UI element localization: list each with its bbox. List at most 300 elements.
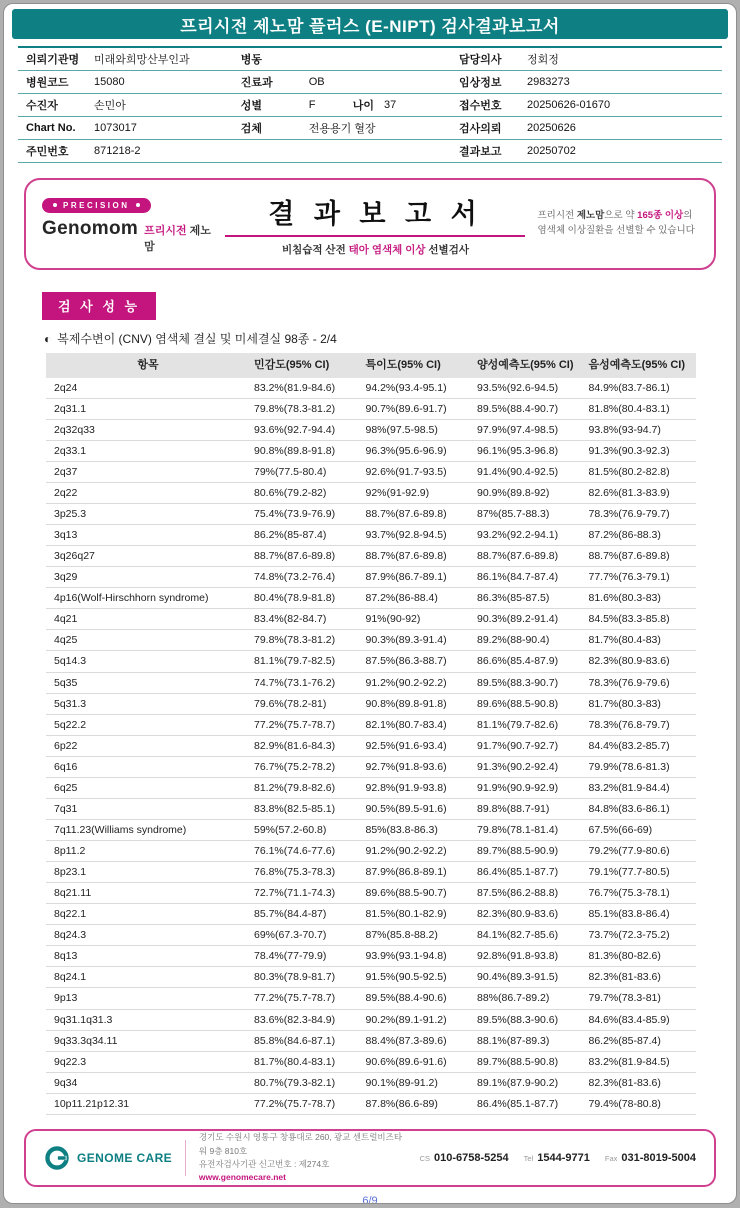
- table-row: [46, 525, 696, 546]
- field-value: 20250626-01670: [526, 99, 611, 111]
- table-row: [46, 925, 696, 946]
- value-cell: 86.1%(84.7-87.4): [473, 567, 585, 588]
- value-cell: 80.6%(79.2-82): [250, 482, 362, 503]
- value-cell: 85.8%(84.6-87.1): [250, 1030, 362, 1051]
- field-label: 접수번호: [458, 100, 502, 112]
- value-cell: 91.5%(90.5-92.5): [362, 967, 474, 988]
- value-cell: 87.5%(86.2-88.8): [473, 883, 585, 904]
- table-row: [46, 546, 696, 567]
- value-cell: 89.5%(88.4-90.6): [362, 988, 474, 1009]
- value-cell: 78.4%(77-79.9): [250, 946, 362, 967]
- brand-name-korean: 프리시전 제노맘: [144, 224, 211, 253]
- tel-number: 1544-9771: [537, 1151, 590, 1164]
- value-cell: 83.2%(81.9-84.6): [250, 378, 362, 399]
- report-title: 프리시전 제노맘 플러스 (E-NIPT) 검사결과보고서: [180, 16, 560, 36]
- value-cell: 79.1%(77.7-80.5): [585, 862, 697, 883]
- address-line-1: 경기도 수원시 영통구 창룡대로 260, 광교 센트럴비즈타워 9층 810호: [198, 1132, 403, 1156]
- table-row: [46, 798, 696, 819]
- value-cell: 81.1%(79.7-82.6): [473, 714, 585, 735]
- item-cell: 8q22.1: [46, 904, 250, 925]
- table-row: [46, 398, 696, 419]
- value-cell: 80.3%(78.9-81.7): [250, 967, 362, 988]
- field-label: Chart No.: [26, 122, 76, 134]
- value-cell: 59%(57.2-60.8): [250, 819, 362, 840]
- item-cell: 2q22: [46, 482, 250, 503]
- cs-contact: [420, 1152, 509, 1164]
- table-row: [46, 419, 696, 440]
- value-cell: 86.2%(85-87.4): [585, 1030, 697, 1051]
- genomom-logo-block: [42, 194, 213, 254]
- contact-info: [420, 1152, 696, 1164]
- table-row: [46, 672, 696, 693]
- report-title-bar: [12, 9, 728, 39]
- patient-info-field: [451, 71, 722, 94]
- item-cell: 2q24: [46, 378, 250, 399]
- value-cell: 76.1%(74.6-77.6): [250, 841, 362, 862]
- table-row: [46, 482, 696, 503]
- value-cell: 81.7%(80.3-83): [585, 693, 697, 714]
- value-cell: 89.5%(88.4-90.7): [473, 398, 585, 419]
- field-value: F: [308, 99, 316, 111]
- item-cell: 8p23.1: [46, 862, 250, 883]
- value-cell: 80.7%(79.3-82.1): [250, 1072, 362, 1093]
- field-label: 임상정보: [458, 77, 502, 89]
- value-cell: 97.9%(97.4-98.5): [473, 419, 585, 440]
- value-cell: 79%(77.5-80.4): [250, 461, 362, 482]
- table-header-row: [46, 353, 696, 378]
- value-cell: 82.3%(81-83.6): [585, 967, 697, 988]
- field-label: 의뢰기관명: [26, 54, 80, 66]
- value-cell: 82.3%(81-83.6): [585, 1072, 697, 1093]
- value-cell: 93.9%(93.1-94.8): [362, 946, 474, 967]
- value-cell: 73.7%(72.3-75.2): [585, 925, 697, 946]
- brand-line: [42, 218, 213, 254]
- result-report-box: [24, 178, 716, 270]
- value-cell: 74.7%(73.1-76.2): [250, 672, 362, 693]
- item-cell: 9q22.3: [46, 1051, 250, 1072]
- value-cell: 88.1%(87-89.3): [473, 1030, 585, 1051]
- patient-info-field: [233, 140, 451, 163]
- item-cell: 8q21.11: [46, 883, 250, 904]
- value-cell: 82.1%(80.7-83.4): [362, 714, 474, 735]
- field-label: 검사의뢰: [458, 123, 502, 135]
- item-cell: 2q37: [46, 461, 250, 482]
- value-cell: 88.7%(87.6-89.8): [362, 504, 474, 525]
- table-row: [46, 461, 696, 482]
- value-cell: 81.5%(80.1-82.9): [362, 904, 474, 925]
- value-cell: 81.1%(79.7-82.5): [250, 651, 362, 672]
- value-cell: 76.8%(75.3-78.3): [250, 862, 362, 883]
- item-cell: 8q24.3: [46, 925, 250, 946]
- value-cell: 78.3%(76.9-79.7): [585, 504, 697, 525]
- value-cell: 87.9%(86.7-89.1): [362, 567, 474, 588]
- badge-dot-icon: [53, 203, 57, 207]
- patient-info-field: [18, 71, 233, 94]
- item-cell: 8p11.2: [46, 841, 250, 862]
- table-row: [46, 504, 696, 525]
- value-cell: 84.1%(82.7-85.6): [473, 925, 585, 946]
- table-row: [46, 904, 696, 925]
- value-cell: 84.8%(83.6-86.1): [585, 798, 697, 819]
- value-cell: 81.6%(80.3-83): [585, 588, 697, 609]
- value-cell: 93.6%(92.7-94.4): [250, 419, 362, 440]
- item-cell: 4q25: [46, 630, 250, 651]
- field-label: 수진자: [26, 100, 58, 112]
- fax-contact: [605, 1152, 696, 1164]
- badge-dot-icon: [136, 203, 140, 207]
- value-cell: 91.7%(90.7-92.7): [473, 735, 585, 756]
- value-cell: 92.5%(91.6-93.4): [362, 735, 474, 756]
- value-cell: 72.7%(71.1-74.3): [250, 883, 362, 904]
- brand-name: Genomom: [42, 217, 139, 239]
- value-cell: 93.2%(92.2-94.1): [473, 525, 585, 546]
- precision-badge-label: PRECISION: [63, 200, 130, 210]
- item-cell: 6p22: [46, 735, 250, 756]
- value-cell: 86.6%(85.4-87.9): [473, 651, 585, 672]
- patient-info-column: [18, 48, 233, 163]
- value-cell: 84.6%(83.4-85.9): [585, 1009, 697, 1030]
- patient-info-field: [451, 140, 722, 163]
- value-cell: 79.9%(78.6-81.3): [585, 756, 697, 777]
- precision-badge: [42, 198, 151, 213]
- patient-info-column: [233, 48, 451, 163]
- genomecare-logo-text: GENOME CARE: [77, 1150, 173, 1165]
- value-cell: 78.3%(76.9-79.6): [585, 672, 697, 693]
- value-cell: 84.5%(83.3-85.8): [585, 609, 697, 630]
- patient-info-field: [18, 48, 233, 71]
- field-value: 37: [383, 99, 397, 111]
- field-value: 2983273: [526, 76, 570, 88]
- value-cell: 88.4%(87.3-89.6): [362, 1030, 474, 1051]
- value-cell: 96.3%(95.6-96.9): [362, 440, 474, 461]
- item-cell: 2q31.1: [46, 398, 250, 419]
- field-value: 1073017: [94, 122, 137, 134]
- value-cell: 83.2%(81.9-84.4): [585, 777, 697, 798]
- value-cell: 90.7%(89.6-91.7): [362, 398, 474, 419]
- fax-label: Fax: [604, 1153, 618, 1163]
- table-row: [46, 862, 696, 883]
- value-cell: 89.6%(88.5-90.8): [473, 693, 585, 714]
- value-cell: 83.4%(82-84.7): [250, 609, 362, 630]
- item-cell: 3q29: [46, 567, 250, 588]
- table-row: [46, 1030, 696, 1051]
- page-number: 6/9: [362, 1194, 378, 1204]
- screening-note: 프리시전 제노맘으로 약 165종 이상의 염색체 이상질환을 선별할 수 있습니다: [537, 210, 695, 236]
- value-cell: 91.3%(90.3-92.3): [585, 440, 697, 461]
- table-row: [46, 819, 696, 840]
- address-line-2: 유전자검사기관 신고번호 : 제274호: [198, 1158, 330, 1169]
- value-cell: 85.7%(84.4-87): [250, 904, 362, 925]
- value-cell: 77.7%(76.3-79.1): [585, 567, 697, 588]
- patient-info-field: [233, 117, 451, 140]
- company-address: [199, 1131, 407, 1184]
- value-cell: 81.2%(79.8-82.6): [250, 777, 362, 798]
- value-cell: 90.4%(89.3-91.5): [473, 967, 585, 988]
- value-cell: 90.6%(89.6-91.6): [362, 1051, 474, 1072]
- table-row: [46, 1093, 696, 1114]
- table-row: [46, 378, 696, 399]
- value-cell: 82.3%(80.9-83.6): [585, 651, 697, 672]
- patient-info-column: [451, 48, 722, 163]
- value-cell: 89.6%(88.5-90.7): [362, 883, 474, 904]
- item-cell: 4p16(Wolf-Hirschhorn syndrome): [46, 588, 250, 609]
- item-cell: 4q21: [46, 609, 250, 630]
- value-cell: 93.5%(92.6-94.5): [473, 378, 585, 399]
- value-cell: 90.1%(89-91.2): [362, 1072, 474, 1093]
- table-row: [46, 841, 696, 862]
- report-page: [3, 3, 737, 1204]
- column-header: 항목: [46, 353, 250, 378]
- value-cell: 92.6%(91.7-93.5): [362, 461, 474, 482]
- table-row: [46, 651, 696, 672]
- value-cell: 89.7%(88.5-90.9): [473, 841, 585, 862]
- value-cell: 87.5%(86.3-88.7): [362, 651, 474, 672]
- table-row: [46, 693, 696, 714]
- value-cell: 90.2%(89.1-91.2): [362, 1009, 474, 1030]
- value-cell: 87.2%(86-88.4): [362, 588, 474, 609]
- value-cell: 91.3%(90.2-92.4): [473, 756, 585, 777]
- value-cell: 94.2%(93.4-95.1): [362, 378, 474, 399]
- field-label: 병동: [240, 54, 262, 66]
- item-cell: 3p25.3: [46, 504, 250, 525]
- table-row: [46, 883, 696, 904]
- value-cell: 90.8%(89.8-91.8): [362, 693, 474, 714]
- value-cell: 88.7%(87.6-89.8): [585, 546, 697, 567]
- value-cell: 82.3%(80.9-83.6): [473, 904, 585, 925]
- patient-info-field: [451, 94, 722, 117]
- patient-info-field: [233, 48, 451, 71]
- table-caption-text: 복제수변이 (CNV) 염색체 결실 및 미세결실 98종 - 2/4: [57, 332, 337, 346]
- value-cell: 81.7%(80.4-83): [585, 630, 697, 651]
- patient-info-field: [451, 48, 722, 71]
- performance-table-head: [46, 353, 696, 378]
- table-row: [46, 735, 696, 756]
- table-row: [46, 756, 696, 777]
- value-cell: 81.5%(80.2-82.8): [585, 461, 697, 482]
- field-label: 검체: [240, 123, 262, 135]
- value-cell: 89.5%(88.3-90.7): [473, 672, 585, 693]
- value-cell: 90.8%(89.8-91.8): [250, 440, 362, 461]
- cs-label: CS: [419, 1153, 431, 1163]
- value-cell: 92%(91-92.9): [362, 482, 474, 503]
- item-cell: 6q25: [46, 777, 250, 798]
- table-row: [46, 588, 696, 609]
- value-cell: 98%(97.5-98.5): [362, 419, 474, 440]
- report-box-center: [225, 192, 525, 257]
- value-cell: 89.5%(88.3-90.6): [473, 1009, 585, 1030]
- item-cell: 8q13: [46, 946, 250, 967]
- item-cell: 2q33.1: [46, 440, 250, 461]
- field-value: 15080: [94, 76, 125, 88]
- value-cell: 87.2%(86-88.3): [585, 525, 697, 546]
- value-cell: 75.4%(73.9-76.9): [250, 504, 362, 525]
- value-cell: 67.5%(66-69): [585, 819, 697, 840]
- field-label: 나이: [352, 100, 374, 112]
- item-cell: 9q31.1q31.3: [46, 1009, 250, 1030]
- item-cell: 6q16: [46, 756, 250, 777]
- value-cell: 77.2%(75.7-78.7): [250, 714, 362, 735]
- item-cell: 2q32q33: [46, 419, 250, 440]
- patient-info-field: [18, 94, 233, 117]
- field-value: 20250626: [526, 122, 576, 134]
- performance-table: [46, 353, 696, 1115]
- item-cell: 5q22.2: [46, 714, 250, 735]
- patient-info-field: [18, 140, 233, 163]
- item-cell: 9p13: [46, 988, 250, 1009]
- field-value: 20250702: [526, 145, 576, 157]
- genomecare-logo-icon: [44, 1145, 70, 1171]
- field-value: 전용용기 혈장: [308, 123, 376, 135]
- item-cell: 3q13: [46, 525, 250, 546]
- table-row: [46, 609, 696, 630]
- value-cell: 96.1%(95.3-96.8): [473, 440, 585, 461]
- value-cell: 89.1%(87.9-90.2): [473, 1072, 585, 1093]
- tel-label: Tel: [523, 1153, 534, 1163]
- table-row: [46, 1009, 696, 1030]
- value-cell: 87.9%(86.8-89.1): [362, 862, 474, 883]
- value-cell: 76.7%(75.3-78.1): [585, 883, 697, 904]
- field-value: OB: [308, 76, 325, 88]
- value-cell: 90.9%(89.8-92): [473, 482, 585, 503]
- field-value: 미래와희망산부인과: [94, 54, 190, 66]
- value-cell: 79.7%(78.3-81): [585, 988, 697, 1009]
- table-caption: [44, 330, 696, 347]
- column-header: 특이도(95% CI): [362, 353, 474, 378]
- value-cell: 87%(85.8-88.2): [362, 925, 474, 946]
- value-cell: 83.2%(81.9-84.5): [585, 1051, 697, 1072]
- patient-info-field: [18, 117, 233, 140]
- value-cell: 81.7%(80.4-83.1): [250, 1051, 362, 1072]
- value-cell: 83.6%(82.3-84.9): [250, 1009, 362, 1030]
- value-cell: 84.4%(83.2-85.7): [585, 735, 697, 756]
- table-row: [46, 946, 696, 967]
- company-website: www.genomecare.net: [198, 1172, 286, 1182]
- value-cell: 93.8%(93-94.7): [585, 419, 697, 440]
- report-subtitle: 비침습적 산전 태아 염색체 이상 선별검사: [281, 243, 469, 256]
- value-cell: 79.8%(78.3-81.2): [250, 398, 362, 419]
- value-cell: 83.8%(82.5-85.1): [250, 798, 362, 819]
- value-cell: 87.8%(86.6-89): [362, 1093, 474, 1114]
- performance-table-body: [46, 378, 696, 1115]
- footer-box: [24, 1129, 716, 1187]
- column-header: 양성예측도(95% CI): [473, 353, 585, 378]
- value-cell: 86.4%(85.1-87.7): [473, 1093, 585, 1114]
- item-cell: 5q35: [46, 672, 250, 693]
- table-row: [46, 988, 696, 1009]
- value-cell: 89.8%(88.7-91): [473, 798, 585, 819]
- value-cell: 88%(86.7-89.2): [473, 988, 585, 1009]
- value-cell: 84.9%(83.7-86.1): [585, 378, 697, 399]
- value-cell: 81.3%(80-82.6): [585, 946, 697, 967]
- value-cell: 77.2%(75.7-78.7): [250, 1093, 362, 1114]
- value-cell: 79.6%(78.2-81): [250, 693, 362, 714]
- value-cell: 79.4%(78-80.8): [585, 1093, 697, 1114]
- value-cell: 88.7%(87.6-89.8): [362, 546, 474, 567]
- patient-info-field: [233, 71, 451, 94]
- value-cell: 92.7%(91.8-93.6): [362, 756, 474, 777]
- value-cell: 92.8%(91.9-93.8): [362, 777, 474, 798]
- value-cell: 91.2%(90.2-92.2): [362, 672, 474, 693]
- value-cell: 77.2%(75.7-78.7): [250, 988, 362, 1009]
- table-row: [46, 714, 696, 735]
- item-cell: 5q14.3: [46, 651, 250, 672]
- half-circle-icon: ◐: [44, 331, 52, 346]
- item-cell: 9q34: [46, 1072, 250, 1093]
- tel-contact: [524, 1152, 590, 1164]
- value-cell: 86.4%(85.1-87.7): [473, 862, 585, 883]
- value-cell: 82.6%(81.3-83.9): [585, 482, 697, 503]
- value-cell: 81.8%(80.4-83.1): [585, 398, 697, 419]
- item-cell: 5q31.3: [46, 693, 250, 714]
- value-cell: 69%(67.3-70.7): [250, 925, 362, 946]
- genomecare-logo: [44, 1145, 172, 1171]
- value-cell: 92.8%(91.8-93.8): [473, 946, 585, 967]
- field-label: 주민번호: [26, 146, 69, 158]
- field-label: 담당의사: [458, 54, 502, 66]
- value-cell: 88.7%(87.6-89.8): [250, 546, 362, 567]
- field-label: 결과보고: [458, 146, 502, 158]
- value-cell: 90.5%(89.5-91.6): [362, 798, 474, 819]
- table-row: [46, 967, 696, 988]
- table-row: [46, 630, 696, 651]
- value-cell: 85.1%(83.8-86.4): [585, 904, 697, 925]
- value-cell: 79.2%(77.9-80.6): [585, 841, 697, 862]
- value-cell: 91%(90-92): [362, 609, 474, 630]
- item-cell: 10p11.21p12.31: [46, 1093, 250, 1114]
- value-cell: 85%(83.8-86.3): [362, 819, 474, 840]
- value-cell: 79.8%(78.3-81.2): [250, 630, 362, 651]
- value-cell: 79.8%(78.1-81.4): [473, 819, 585, 840]
- value-cell: 93.7%(92.8-94.5): [362, 525, 474, 546]
- value-cell: 80.4%(78.9-81.8): [250, 588, 362, 609]
- value-cell: 89.2%(88-90.4): [473, 630, 585, 651]
- patient-info-field: [451, 117, 722, 140]
- item-cell: 3q26q27: [46, 546, 250, 567]
- patient-info-field: [233, 94, 451, 117]
- section-header-row: [42, 292, 698, 320]
- table-row: [46, 440, 696, 461]
- table-row: [46, 1072, 696, 1093]
- field-label: 성별: [240, 100, 262, 112]
- value-cell: 82.9%(81.6-84.3): [250, 735, 362, 756]
- patient-info: [18, 46, 722, 163]
- field-label: 병원코드: [26, 77, 69, 89]
- value-cell: 76.7%(75.2-78.2): [250, 756, 362, 777]
- table-row: [46, 567, 696, 588]
- field-value: 871218-2: [94, 145, 141, 157]
- value-cell: 87%(85.7-88.3): [473, 504, 585, 525]
- value-cell: 90.3%(89.3-91.4): [362, 630, 474, 651]
- value-cell: 86.2%(85-87.4): [250, 525, 362, 546]
- value-cell: 90.3%(89.2-91.4): [473, 609, 585, 630]
- title-underline: [225, 235, 525, 237]
- value-cell: 91.9%(90.9-92.9): [473, 777, 585, 798]
- item-cell: 7q31: [46, 798, 250, 819]
- value-cell: 78.3%(76.8-79.7): [585, 714, 697, 735]
- field-value: 정회정: [526, 54, 559, 66]
- table-row: [46, 777, 696, 798]
- value-cell: 91.4%(90.4-92.5): [473, 461, 585, 482]
- item-cell: 9q33.3q34.11: [46, 1030, 250, 1051]
- value-cell: 74.8%(73.2-76.4): [250, 567, 362, 588]
- item-cell: 8q24.1: [46, 967, 250, 988]
- table-row: [46, 1051, 696, 1072]
- value-cell: 89.7%(88.5-90.8): [473, 1051, 585, 1072]
- footer-divider: [185, 1140, 186, 1176]
- fax-number: 031-8019-5004: [621, 1151, 696, 1164]
- column-header: 음성예측도(95% CI): [585, 353, 697, 378]
- section-title-badge: 검 사 성 능: [42, 292, 156, 320]
